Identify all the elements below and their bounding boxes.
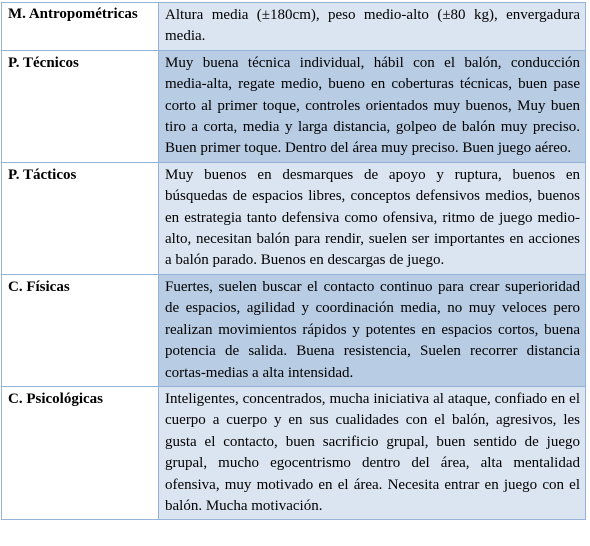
table-row — [2, 3, 586, 51]
player-profile-table — [1, 2, 586, 520]
table-row — [2, 386, 586, 519]
row-description: Inteligentes, concentrados, mucha iniciativa al ataque, confiado en el cuerpo a cuerpo y en sus cualidades con el balón, agresivos, les gusta el contacto, buen sacrificio grupal, buen sentido de juego grupal, mucho egocentrismo dentro del área, alta mentalidad ofensiva, muy motivado en el área. Necesita entrar en juego con el balón. Mucha motivación. — [159, 386, 586, 519]
row-label: P. Tácticos — [2, 162, 159, 274]
row-description: Muy buenos en desmarques de apoyo y ruptura, buenos en búsquedas de espacios libres, conceptos defensivos medios, buenos en estrategia tanto defensiva como ofensiva, ritmo de juego medio-alto, necesitan balón para rendir, suelen ser importantes en acciones a balón parado. Buenos en descargas de juego. — [159, 162, 586, 274]
table-row — [2, 162, 586, 274]
table-row — [2, 50, 586, 162]
row-label: C. Físicas — [2, 274, 159, 386]
row-label: C. Psicológicas — [2, 386, 159, 519]
row-description: Altura media (±180cm), peso medio-alto (±80 kg), envergadura media. — [159, 3, 586, 51]
row-description: Fuertes, suelen buscar el contacto continuo para crear superioridad de espacios, agilidad y coordinación media, no muy veloces pero realizan movimientos rápidos y potentes en espacios cortos, buena potencia de salida. Buena resistencia, Suelen recorrer distancia cortas-medias a alta intensidad. — [159, 274, 586, 386]
row-label: M. Antropométricas — [2, 3, 159, 51]
table-row — [2, 274, 586, 386]
row-label: P. Técnicos — [2, 50, 159, 162]
row-description: Muy buena técnica individual, hábil con el balón, conducción media-alta, regate medio, bueno en coberturas técnicas, buen pase corto al primer toque, controles orientados muy buenos, Muy buen tiro a corta, media y larga distancia, golpeo de balón muy preciso. Buen primer toque. Dentro del área muy preciso. Buen juego aéreo. — [159, 50, 586, 162]
